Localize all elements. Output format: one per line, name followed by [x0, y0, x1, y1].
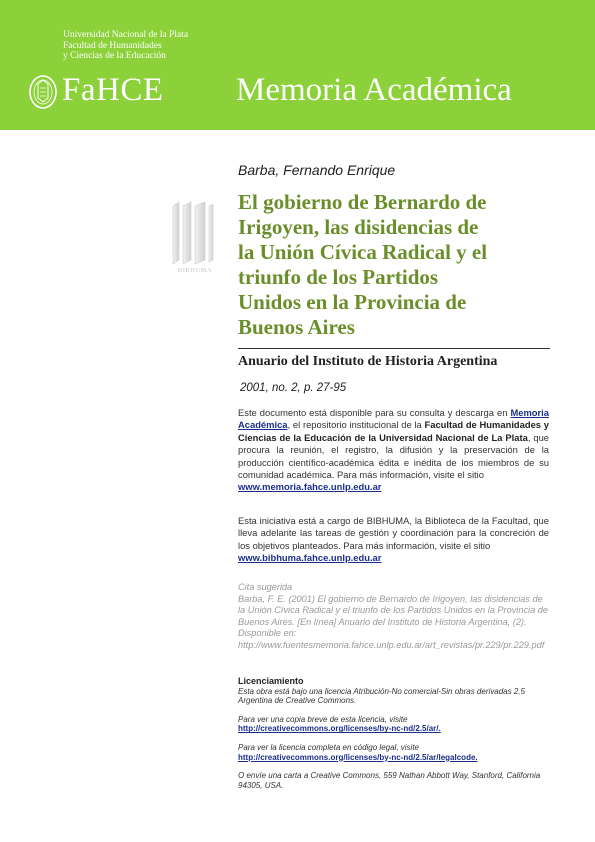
- availability-lead: Este documento está disponible para su consulta y descarga en: [238, 407, 508, 418]
- citation-label: Cita sugerida: [238, 582, 293, 592]
- memoria-academica-link[interactable]: Memoria Académica: [238, 407, 549, 431]
- availability-paragraph: [238, 407, 549, 494]
- faculty-line: Facultad de Humanidades: [63, 40, 162, 51]
- article-title: [238, 190, 558, 340]
- license-text: Esta obra está bajo una licencia Atribución-No comercial-Sin obras derivadas 2.5 Argentina de Creative Commons.: [238, 686, 525, 706]
- title-line: Irigoyen, las disidencias de: [238, 215, 479, 239]
- license-short-link[interactable]: http://creativecommons.org/licenses/by-nc-nd/2.5/ar/.: [238, 724, 441, 734]
- bibhuma-text: Esta iniciativa está a cargo de BIBHUMA, la Biblioteca de la Facultad, que lleva adelante las tareas de gestión y coordinación para la concreción de los objetivos planteados. Para más información, visite el sitio: [238, 515, 549, 551]
- bibhuma-url-link[interactable]: www.bibhuma.fahce.unlp.edu.ar: [238, 552, 382, 564]
- license-full-link[interactable]: http://creativecommons.org/licenses/by-nc-nd/2.5/ar/legalcode.: [238, 752, 478, 762]
- faculty-line-2: y Ciencias de la Educación: [63, 51, 166, 61]
- university-seal-icon: [28, 74, 58, 110]
- license-full-text: Para ver la licencia completa en código legal, visite: [238, 742, 419, 752]
- university-line: Universidad Nacional de la Plata: [63, 30, 189, 40]
- license-short-text: Para ver una copia breve de esta licencia, visite: [238, 714, 408, 724]
- header-banner: [0, 0, 595, 130]
- fahce-logo-text: FaHCE: [62, 72, 164, 108]
- article-author: Barba, Fernando Enrique: [238, 162, 396, 178]
- title-line: triunfo de los Partidos: [238, 265, 439, 289]
- availability-tail: , que procura la reunión, el registro, la difusión y la preservación de la producción científico-académica édita e inédita de los miembros de su comunidad académica. Para más información, visite el sitio: [238, 431, 550, 481]
- citation-text: Barba, F. E. (2001) El gobierno de Bernardo de Irigoyen, las disidencias de la Unión Cívica Radical y el triunfo de los Partidos Unidos en la Provincia de Buenos Aires. [En línea] Anuario del Instituto de Historia Argentina, (2). Disponible en: http://www.fuentesmemoria.fahce.unlp.edu.ar/art_revistas/pr.229/pr.229.pdf: [238, 593, 548, 650]
- suggested-citation: [238, 582, 549, 652]
- availability-mid: , el repositorio institucional de la: [287, 419, 425, 431]
- title-line: la Unión Cívica Radical y el: [238, 240, 488, 264]
- title-line: El gobierno de Bernardo de: [238, 190, 487, 214]
- title-divider: [238, 348, 550, 349]
- license-mail-text: O envíe una carta a Creative Commons, 559 Nathan Abbott Way, Stanford, California 94305, USA.: [238, 771, 541, 790]
- faculty-name: Facultad de Humanidades y Ciencias de la Educación de la Universidad Nacional de La Plata: [238, 419, 549, 443]
- license-heading: Licenciamiento: [238, 676, 304, 686]
- university-name: [63, 30, 188, 62]
- bibhuma-books-logo-icon: [165, 198, 225, 278]
- memoria-url-link[interactable]: www.memoria.fahce.unlp.edu.ar: [238, 481, 382, 493]
- license-section: [238, 677, 553, 790]
- bibhuma-paragraph: [238, 515, 549, 565]
- title-line: Unidos en la Provincia de: [238, 290, 467, 314]
- bibhuma-logo-caption: BIBHUMA: [177, 267, 213, 274]
- title-line: Buenos Aires: [238, 315, 355, 339]
- repository-title: Memoria Académica: [236, 72, 512, 108]
- journal-name: Anuario del Instituto de Historia Argentina: [238, 354, 498, 369]
- journal-issue: 2001, no. 2, p. 27-95: [240, 382, 347, 394]
